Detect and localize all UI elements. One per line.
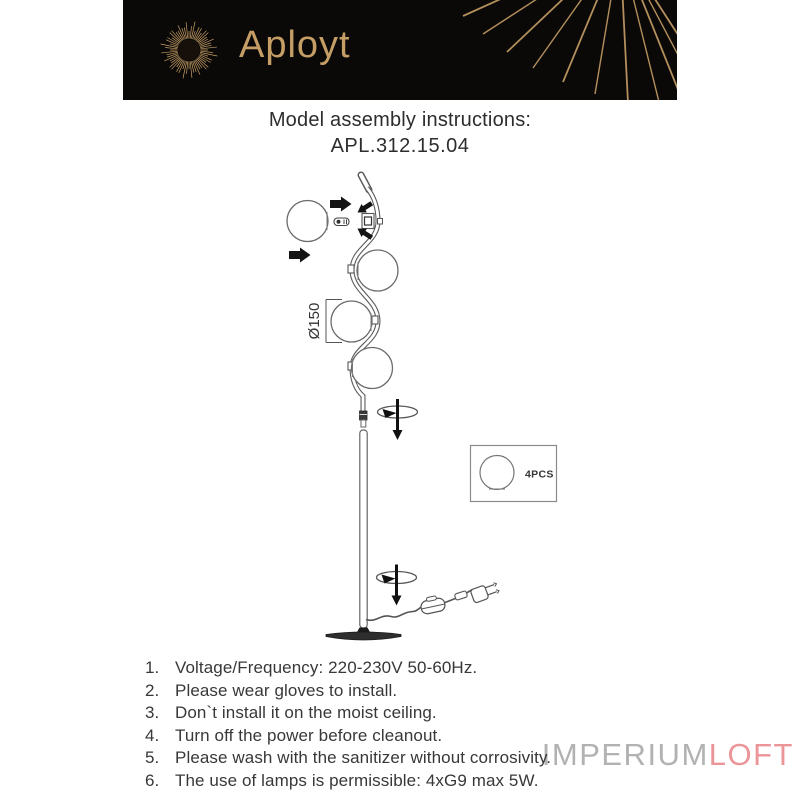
model-number: APL.312.15.04 — [330, 135, 470, 157]
instruction-text: Don`t install it on the moist ceiling. — [175, 703, 437, 723]
title-block — [0, 109, 800, 158]
install-arrow-right-icon — [289, 248, 311, 263]
instruction-text: Please wash with the sanitizer without corrosivity. — [175, 748, 552, 768]
instruction-number: 1. — [145, 658, 160, 677]
instruction-text: Turn off the power before cleanout. — [175, 725, 443, 745]
assembly-diagram — [240, 165, 560, 665]
instruction-item — [145, 725, 705, 748]
parts-count-box — [471, 446, 557, 502]
instruction-number: 6. — [145, 770, 160, 790]
instructions-list — [145, 657, 705, 793]
lamp-pole — [360, 430, 367, 628]
globe-4 — [352, 348, 393, 389]
detached-globe — [287, 201, 328, 242]
instruction-item — [145, 747, 705, 770]
corner-rays-icon — [463, 0, 677, 100]
power-plug — [470, 581, 500, 603]
instruction-text: The use of lamps is permissible: 4xG9 max 5W. — [175, 770, 539, 790]
sunburst-center — [179, 40, 200, 61]
watermark-part1: IMPERIUM — [541, 737, 709, 772]
screw-rotation-icon — [377, 565, 417, 606]
watermark-part2: LOFT — [708, 737, 794, 772]
globe-mount — [372, 316, 378, 324]
instruction-number: 5. — [145, 748, 160, 768]
install-arrow-right-icon — [330, 197, 352, 212]
globe-mount — [348, 265, 354, 273]
brand-banner — [123, 0, 677, 100]
parts-count-label: 4PCS — [525, 468, 554, 481]
lamp-base — [326, 628, 401, 641]
instruction-item — [145, 770, 705, 793]
instruction-number: 4. — [145, 725, 160, 745]
globe-part — [480, 456, 514, 490]
screw-rotation-icon — [378, 399, 418, 440]
g9-bulb-icon — [334, 218, 349, 226]
instruction-item — [145, 680, 705, 703]
instruction-text: Voltage/Frequency: 220-230V 50-60Hz. — [175, 658, 478, 677]
globe-3 — [331, 301, 372, 342]
instruction-number: 2. — [145, 680, 160, 700]
dimension-label: Ø150 — [306, 302, 323, 340]
brand-logo-text: Aployt — [239, 24, 351, 66]
instruction-number: 3. — [145, 703, 160, 723]
foot-switch — [419, 594, 446, 615]
pole-coupling — [360, 411, 368, 427]
instruction-text: Please wear gloves to install. — [175, 680, 398, 700]
power-cord — [366, 581, 500, 620]
page-title: Model assembly instructions: — [268, 109, 532, 131]
globe-2 — [357, 250, 398, 291]
instruction-item — [145, 657, 705, 680]
instruction-item — [145, 702, 705, 725]
